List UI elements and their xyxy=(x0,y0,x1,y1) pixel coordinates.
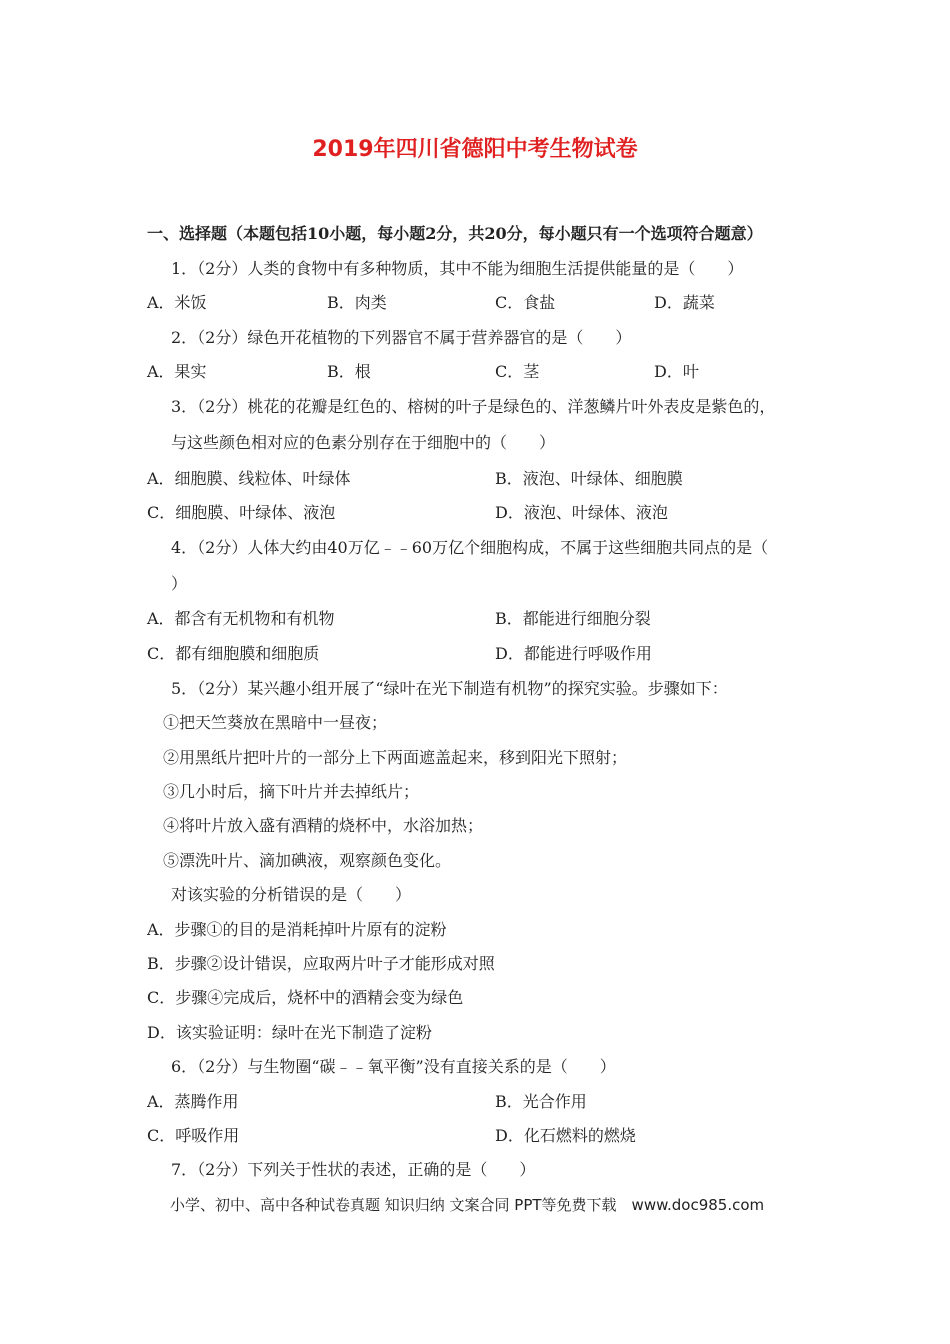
question-5-stem: 5．（2分）某兴趣小组开展了“绿叶在光下制造有机物”的探究实验。步骤如下： xyxy=(171,679,728,698)
question-1-stem: 1．（2分）人类的食物中有多种物质，其中不能为细胞生活提供能量的是（ ） xyxy=(171,259,744,278)
question-3-stem: 3．（2分）桃花的花瓣是红色的、榕树的叶子是绿色的、洋葱鳞片叶外表皮是紫色的， xyxy=(171,397,776,416)
q1-option-d: D．蔬菜 xyxy=(654,293,715,312)
q6-option-c: C．呼吸作用 xyxy=(147,1126,240,1145)
q5-step-1: ①把天竺葵放在黑暗中一昼夜； xyxy=(163,713,388,732)
q5-option-a: A．步骤①的目的是消耗掉叶片原有的淀粉 xyxy=(147,920,447,939)
q1-option-c: C．食盐 xyxy=(495,293,556,312)
q5-option-c: C．步骤④完成后，烧杯中的酒精会变为绿色 xyxy=(147,988,464,1007)
footer-text: 小学、初中、高中各种试卷真题 知识归纳 文案合同 PPT等免费下载 www.doc985.com xyxy=(170,1196,765,1214)
question-6-stem: 6．（2分）与生物圈“碳﹣﹣氧平衡”没有直接关系的是（ ） xyxy=(171,1057,616,1076)
q5-step-2: ②用黑纸片把叶片的一部分上下两面遮盖起来，移到阳光下照射； xyxy=(163,748,628,767)
page-title: 2019年四川省德阳中考生物试卷 xyxy=(312,137,638,162)
q3-option-b: B．液泡、叶绿体、细胞膜 xyxy=(495,469,683,488)
q5-step-3: ③几小时后，摘下叶片并去掉纸片； xyxy=(163,782,420,801)
q6-option-b: B．光合作用 xyxy=(495,1092,587,1111)
q5-option-b: B．步骤②设计错误，应取两片叶子才能形成对照 xyxy=(147,954,495,973)
q5-step-5: ⑤漂洗叶片、滴加碘液，观察颜色变化。 xyxy=(163,851,452,870)
q3-option-a: A．细胞膜、线粒体、叶绿体 xyxy=(147,469,351,488)
q1-option-a: A．米饭 xyxy=(147,293,207,312)
question-2-stem: 2．（2分）绿色开花植物的下列器官不属于营养器官的是（ ） xyxy=(171,328,632,347)
q5-option-d: D．该实验证明：绿叶在光下制造了淀粉 xyxy=(147,1023,432,1042)
q4-option-c: C．都有细胞膜和细胞质 xyxy=(147,644,320,663)
q5-question: 对该实验的分析错误的是（ ） xyxy=(171,885,412,904)
question-7-stem: 7．（2分）下列关于性状的表述，正确的是（ ） xyxy=(171,1160,536,1179)
question-4-stem-cont: ） xyxy=(171,574,188,593)
q1-option-b: B．肉类 xyxy=(327,293,387,312)
q3-option-c: C．细胞膜、叶绿体、液泡 xyxy=(147,503,336,522)
q2-option-d: D．叶 xyxy=(654,362,699,381)
section-heading: 一、选择题（本题包括10小题，每小题2分，共20分，每小题只有一个选项符合题意） xyxy=(147,224,763,243)
q4-option-b: B．都能进行细胞分裂 xyxy=(495,609,651,628)
q3-option-d: D．液泡、叶绿体、液泡 xyxy=(495,503,668,522)
q2-option-b: B．根 xyxy=(327,362,371,381)
question-3-stem-cont: 与这些颜色相对应的色素分别存在于细胞中的（ ） xyxy=(171,433,556,452)
q4-option-a: A．都含有无机物和有机物 xyxy=(147,609,335,628)
q5-step-4: ④将叶片放入盛有酒精的烧杯中，水浴加热； xyxy=(163,816,484,835)
q2-option-a: A．果实 xyxy=(147,362,207,381)
q6-option-d: D．化石燃料的燃烧 xyxy=(495,1126,636,1145)
q6-option-a: A．蒸腾作用 xyxy=(147,1092,239,1111)
question-4-stem: 4．（2分）人体大约由40万亿﹣﹣60万亿个细胞构成，不属于这些细胞共同点的是（ xyxy=(171,538,769,557)
q2-option-c: C．茎 xyxy=(495,362,540,381)
q4-option-d: D．都能进行呼吸作用 xyxy=(495,644,652,663)
